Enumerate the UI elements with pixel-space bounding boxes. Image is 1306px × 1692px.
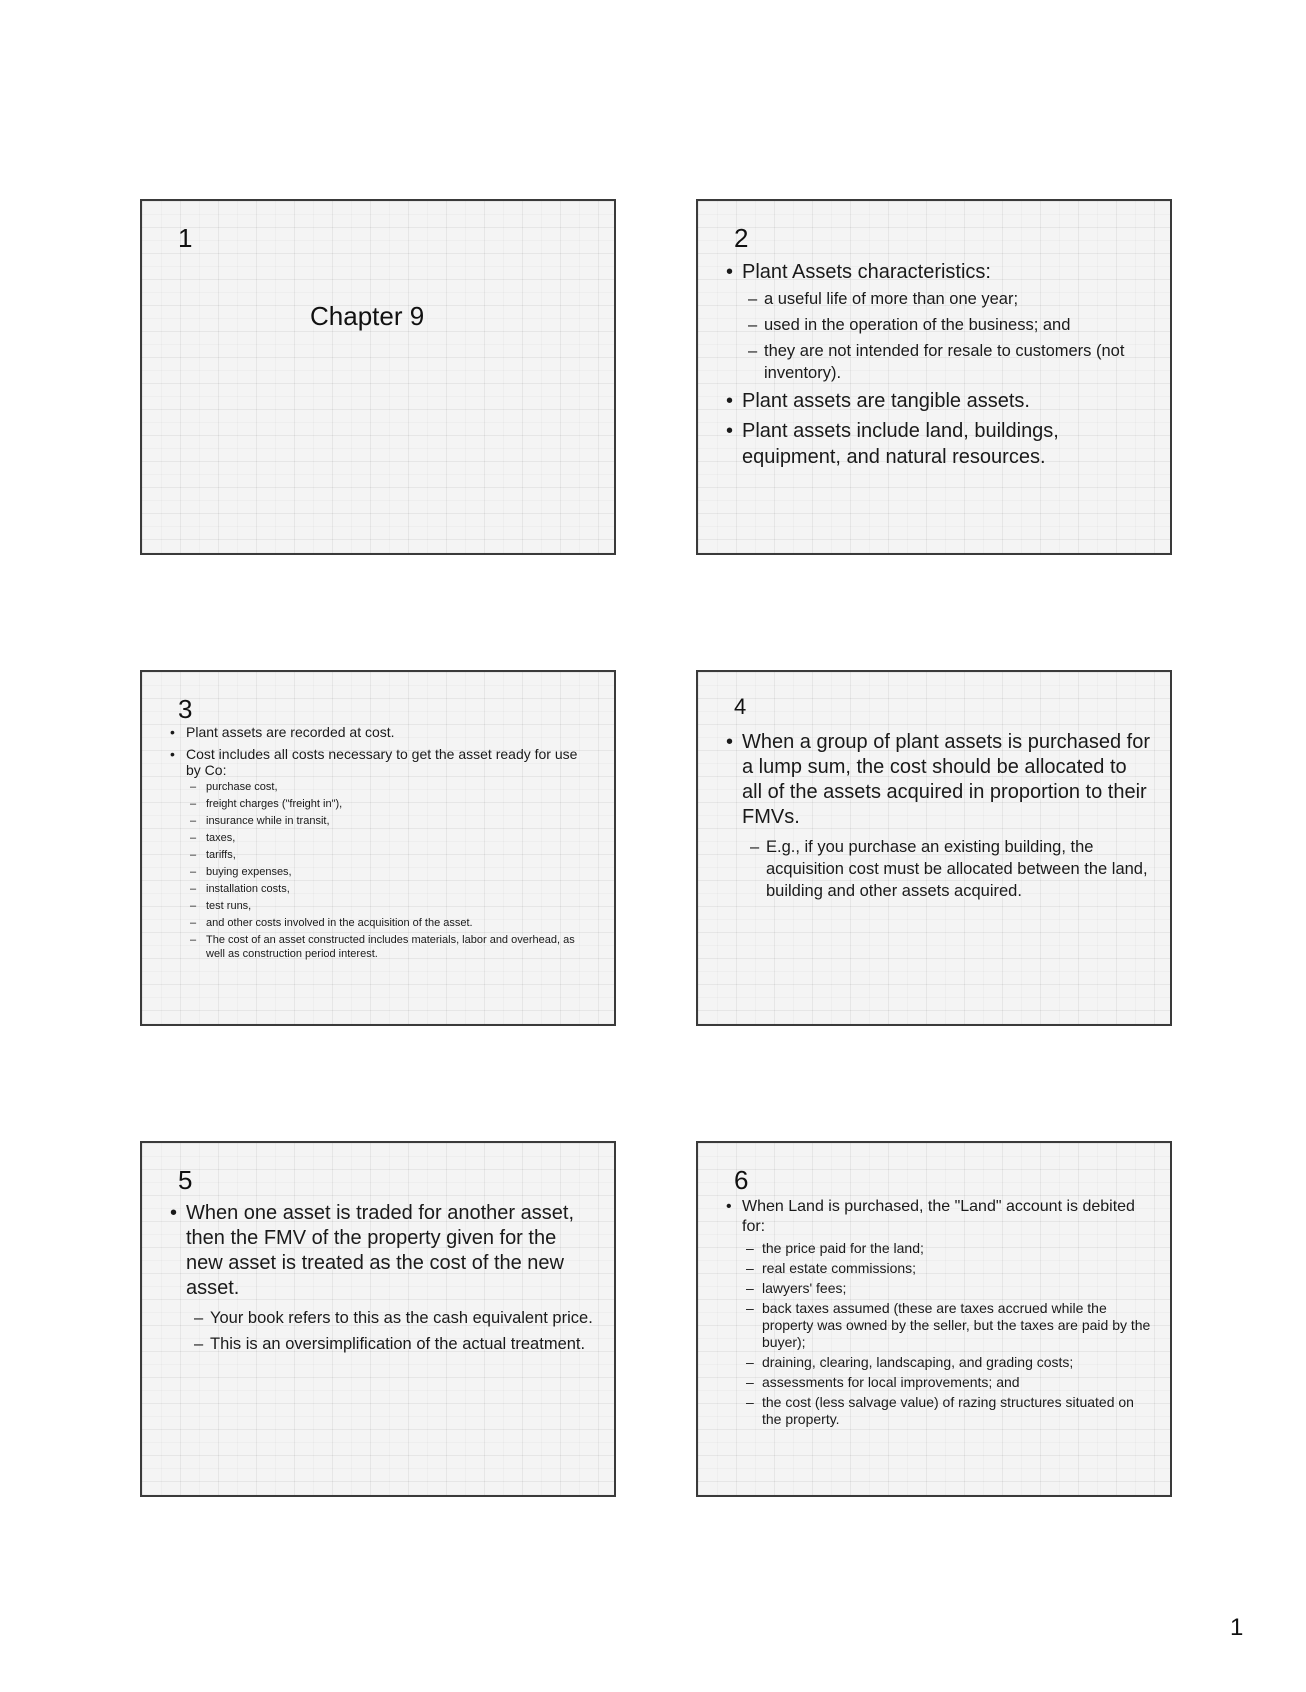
slide-number: 2 — [734, 223, 749, 253]
page-number: 1 — [1230, 1614, 1244, 1641]
slide-number: 6 — [734, 1165, 749, 1195]
sub-bullet: – purchase cost, — [190, 780, 596, 794]
bullet-text: Plant assets are recorded at cost. — [186, 724, 395, 740]
bullet-text: When Land is purchased, the "Land" account is debited for: — [742, 1198, 1135, 1235]
slide-number: 5 — [178, 1165, 193, 1195]
chapter-title: Chapter 9 — [310, 301, 425, 331]
slide-number: 4 — [734, 694, 747, 719]
sub-bullet: – freight charges ("freight in"), — [190, 797, 596, 811]
bullet — [724, 388, 1152, 414]
bullet — [168, 724, 596, 740]
sub-bullet: – and other costs involved in the acquisition of the asset. — [190, 916, 596, 930]
slide-content — [724, 259, 1152, 470]
sub-bullet: – E.g., if you purchase an existing building, the acquisition cost must be allocated between the land, building and other assets acquired. — [750, 836, 1152, 902]
bullet-text: When one asset is traded for another asset, then the FMV of the property given for the new asset is treated as the cost of the new asset. — [186, 1202, 574, 1299]
sub-bullet: – back taxes assumed (these are taxes accrued while the property was owned by the seller, but the taxes are paid by the buyer); — [746, 1300, 1152, 1351]
sub-bullet: – taxes, — [190, 831, 596, 845]
sub-bullet: – installation costs, — [190, 882, 596, 896]
bullet — [724, 730, 1152, 902]
sub-bullet: – insurance while in transit, — [190, 814, 596, 828]
bullet-text: Plant assets include land, buildings, equipment, and natural resources. — [742, 420, 1059, 468]
sub-bullet: – the cost (less salvage value) of razing structures situated on the property. — [746, 1394, 1152, 1428]
sub-bullet: – This is an oversimplification of the actual treatment. — [194, 1333, 596, 1355]
bullet-text: Plant Assets characteristics: — [742, 261, 991, 283]
slide-3 — [140, 670, 616, 1026]
slide-content — [724, 1197, 1152, 1431]
sub-bullet: – lawyers' fees; — [746, 1280, 1152, 1297]
bullet — [724, 1197, 1152, 1428]
slide-4 — [696, 670, 1172, 1026]
sub-bullet: – The cost of an asset constructed includes materials, labor and overhead, as well as construction period interest. — [190, 933, 596, 961]
sub-bullet: – tariffs, — [190, 848, 596, 862]
slide-6 — [696, 1141, 1172, 1497]
slide-content — [168, 1201, 596, 1359]
sub-bullet: – draining, clearing, landscaping, and grading costs; — [746, 1354, 1152, 1371]
sub-bullet: – real estate commissions; — [746, 1260, 1152, 1277]
slide-5 — [140, 1141, 616, 1497]
sub-bullet: – the price paid for the land; — [746, 1240, 1152, 1257]
sub-bullet: – used in the operation of the business; and — [748, 314, 1152, 336]
bullet — [724, 418, 1152, 470]
slide-content — [168, 724, 596, 967]
sub-bullet: – they are not intended for resale to customers (not inventory). — [748, 340, 1152, 384]
slide-content — [724, 730, 1152, 902]
slide-1 — [140, 199, 616, 555]
bullet-text: Plant assets are tangible assets. — [742, 390, 1030, 412]
bullet-text: When a group of plant assets is purchased for a lump sum, the cost should be allocated to all of the assets acquired in proportion to their FMVs. — [742, 731, 1151, 828]
slide-2 — [696, 199, 1172, 555]
slide-number: 1 — [178, 223, 193, 253]
bullet — [724, 259, 1152, 384]
sub-bullet: – test runs, — [190, 899, 596, 913]
bullet-text: Cost includes all costs necessary to get the asset ready for use by Co: — [186, 746, 578, 778]
slide-number: 3 — [178, 694, 193, 724]
sub-bullet: – a useful life of more than one year; — [748, 288, 1152, 310]
bullet — [168, 1201, 596, 1355]
sub-bullet: – assessments for local improvements; and — [746, 1374, 1152, 1391]
sub-bullet: – Your book refers to this as the cash equivalent price. — [194, 1307, 596, 1329]
bullet — [168, 746, 596, 961]
sub-bullet: – buying expenses, — [190, 865, 596, 879]
